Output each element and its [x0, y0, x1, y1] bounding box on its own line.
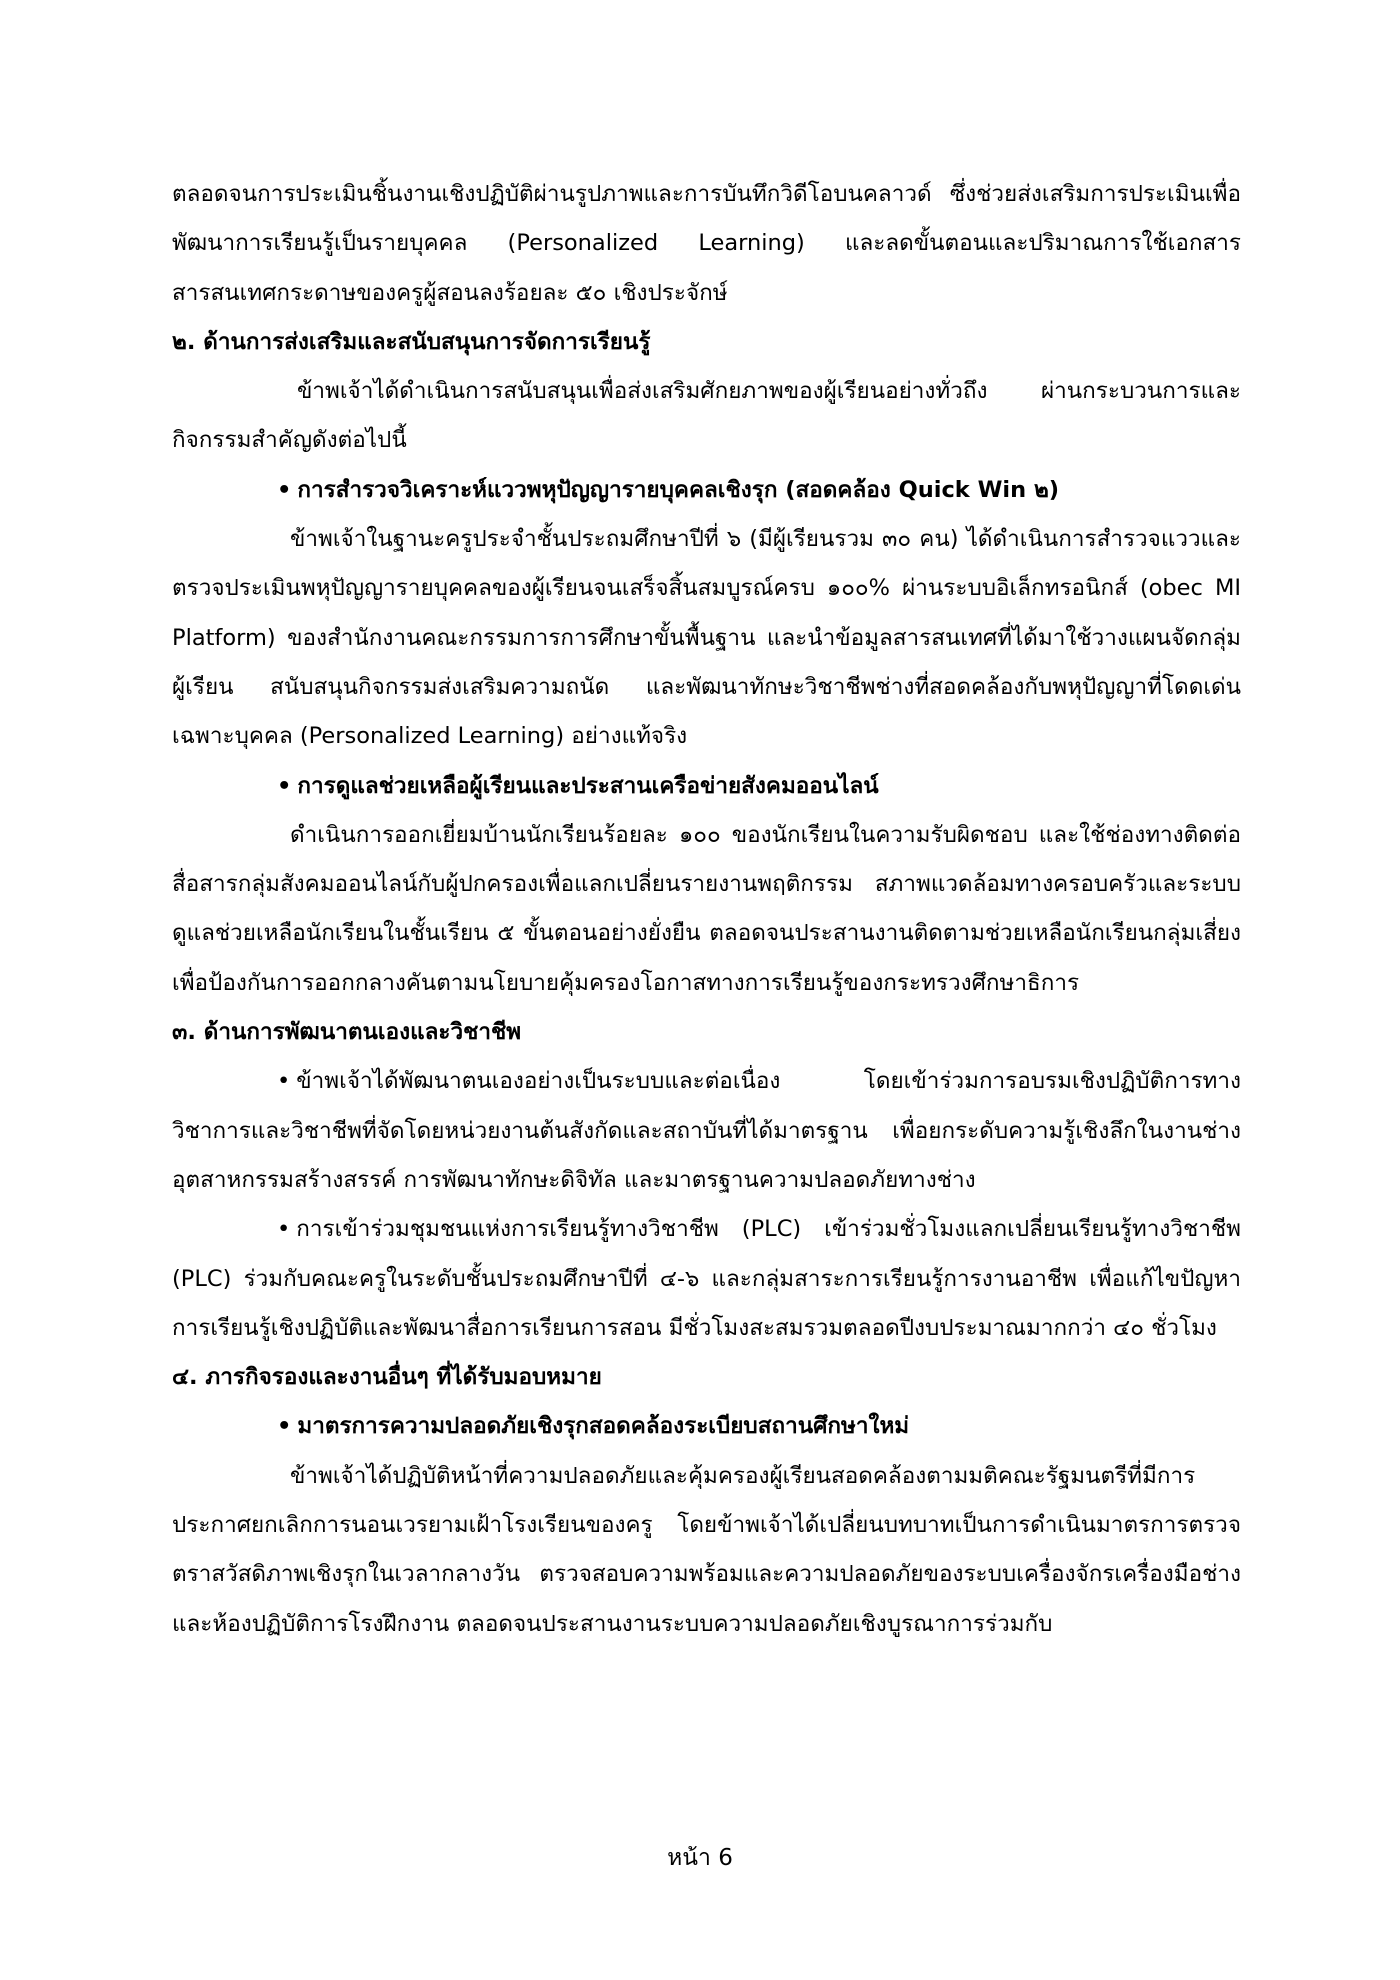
paragraph-self-development [172, 1057, 1241, 1205]
bullet-glyph: • [277, 1068, 291, 1095]
page-number: หน้า 6 [667, 1845, 733, 1871]
bullet-glyph: • [277, 1216, 291, 1243]
paragraph-home-visits: ดำเนินการออกเยี่ยมบ้านนักเรียนร้อยละ ๑๐๐ ของนักเรียนในความรับผิดชอบ และใช้ช่องทางติดต่อสื่อสารกลุ่มสังคมออนไลน์กับผู้ปกครองเพื่อแลกเปลี่ยนรายงานพฤติกรรม สภาพแวดล้อมทางครอบครัวและระบบดูแลช่วยเหลือนักเรียนในชั้นเรียน ๕ ขั้นตอนอย่างยั่งยืน ตลอดจนประสานงานติดตามช่วยเหลือนักเรียนกลุ่มเสี่ยงเพื่อป้องกันการออกกลางคันตามนโยบายคุ้มครองโอกาสทางการเรียนรู้ของกระทรวงศึกษาธิการ [172, 821, 1241, 996]
section-heading-3: ๓. ด้านการพัฒนาตนเองและวิชาชีพ [172, 1019, 522, 1046]
paragraph-mi-survey: ข้าพเจ้าในฐานะครูประจำชั้นประถมศึกษาปีที่ ๖ (มีผู้เรียนรวม ๓๐ คน) ได้ดำเนินการสำรวจแววและตรวจประเมินพหุปัญญารายบุคคลของผู้เรียนจนเสร็จสิ้นสมบูรณ์ครบ ๑๐๐% ผ่านระบบอิเล็กทรอนิกส์ (obec MI Platform) ของสำนักงานคณะกรรมการการศึกษาขั้นพื้นฐาน และนำข้อมูลสารสนเทศที่ได้มาใช้วางแผนจัดกลุ่มผู้เรียน สนับสนุนกิจกรรมส่งเสริมความถนัด และพัฒนาทักษะวิชาชีพช่างที่สอดคล้องกับพหุปัญญาที่โดดเด่นเฉพาะบุคคล (Personalized Learning) อย่างแท้จริง [172, 526, 1241, 750]
bullet-heading-multiple-intelligences [172, 466, 1241, 515]
section-heading-4: ๔. ภารกิจรองและงานอื่นๆ ที่ได้รับมอบหมาย [172, 1364, 602, 1391]
bullet-heading-text: การดูแลช่วยเหลือผู้เรียนและประสานเครือข่ายสังคมออนไลน์ [297, 772, 879, 799]
paragraph-plc [172, 1205, 1241, 1353]
page-body [172, 170, 1241, 1649]
paragraph-support-intro: ข้าพเจ้าได้ดำเนินการสนับสนุนเพื่อส่งเสริมศักยภาพของผู้เรียนอย่างทั่วถึง ผ่านกระบวนการและกิจกรรมสำคัญดังต่อไปนี้ [172, 378, 1241, 454]
bullet-glyph: • [277, 1413, 292, 1440]
bullet-glyph: • [277, 476, 292, 503]
bullet-heading-text: มาตรการความปลอดภัยเชิงรุกสอดคล้องระเบียบสถานศึกษาใหม่ [297, 1413, 910, 1440]
section-heading-2: ๒. ด้านการส่งเสริมและสนับสนุนการจัดการเรียนรู้ [172, 328, 651, 355]
paragraph-cloud-assessment: ตลอดจนการประเมินชิ้นงานเชิงปฏิบัติผ่านรูปภาพและการบันทึกวิดีโอบนคลาวด์ ซึ่งช่วยส่งเสริมการประเมินเพื่อพัฒนาการเรียนรู้เป็นรายบุคคล (Personalized Learning) และลดขั้นตอนและปริมาณการใช้เอกสารสารสนเทศกระดาษของครูผู้สอนลงร้อยละ ๕๐ เชิงประจักษ์ [172, 181, 1241, 306]
bullet-heading-student-care [172, 762, 1241, 811]
bullet-heading-safety [172, 1402, 1241, 1451]
bullet-heading-text: การสำรวจวิเคราะห์แววพหุปัญญารายบุคคลเชิงรุก (สอดคล้อง Quick Win ๒) [297, 476, 1060, 503]
paragraph-safety-duties: ข้าพเจ้าได้ปฏิบัติหน้าที่ความปลอดภัยและคุ้มครองผู้เรียนสอดคล้องตามมติคณะรัฐมนตรีที่มีการประกาศยกเลิกการนอนเวรยามเฝ้าโรงเรียนของครู โดยข้าพเจ้าได้เปลี่ยนบทบาทเป็นการดำเนินมาตรการตรวจตราสวัสดิภาพเชิงรุกในเวลากลางวัน ตรวจสอบความพร้อมและความปลอดภัยของระบบเครื่องจักรเครื่องมือช่าง และห้องปฏิบัติการโรงฝึกงาน ตลอดจนประสานงานระบบความปลอดภัยเชิงบูรณาการร่วมกับ [172, 1462, 1241, 1637]
bullet-glyph: • [277, 772, 292, 799]
paragraph-text: การเข้าร่วมชุมชนแห่งการเรียนรู้ทางวิชาชีพ (PLC) เข้าร่วมชั่วโมงแลกเปลี่ยนเรียนรู้ทางวิชาชีพ (PLC) ร่วมกับคณะครูในระดับชั้นประถมศึกษาปีที่ ๔-๖ และกลุ่มสาระการเรียนรู้การงานอาชีพ เพื่อแก้ไขปัญหาการเรียนรู้เชิงปฏิบัติและพัฒนาสื่อการเรียนการสอน มีชั่วโมงสะสมรวมตลอดปีงบประมาณมากกว่า ๔๐ ชั่วโมง [172, 1216, 1241, 1341]
paragraph-text: ข้าพเจ้าได้พัฒนาตนเองอย่างเป็นระบบและต่อเนื่อง โดยเข้าร่วมการอบรมเชิงปฏิบัติการทางวิชาการและวิชาชีพที่จัดโดยหน่วยงานต้นสังกัดและสถาบันที่ได้มาตรฐาน เพื่อยกระดับความรู้เชิงลึกในงานช่างอุตสาหกรรมสร้างสรรค์ การพัฒนาทักษะดิจิทัล และมาตรฐานความปลอดภัยทางช่าง [172, 1068, 1241, 1193]
